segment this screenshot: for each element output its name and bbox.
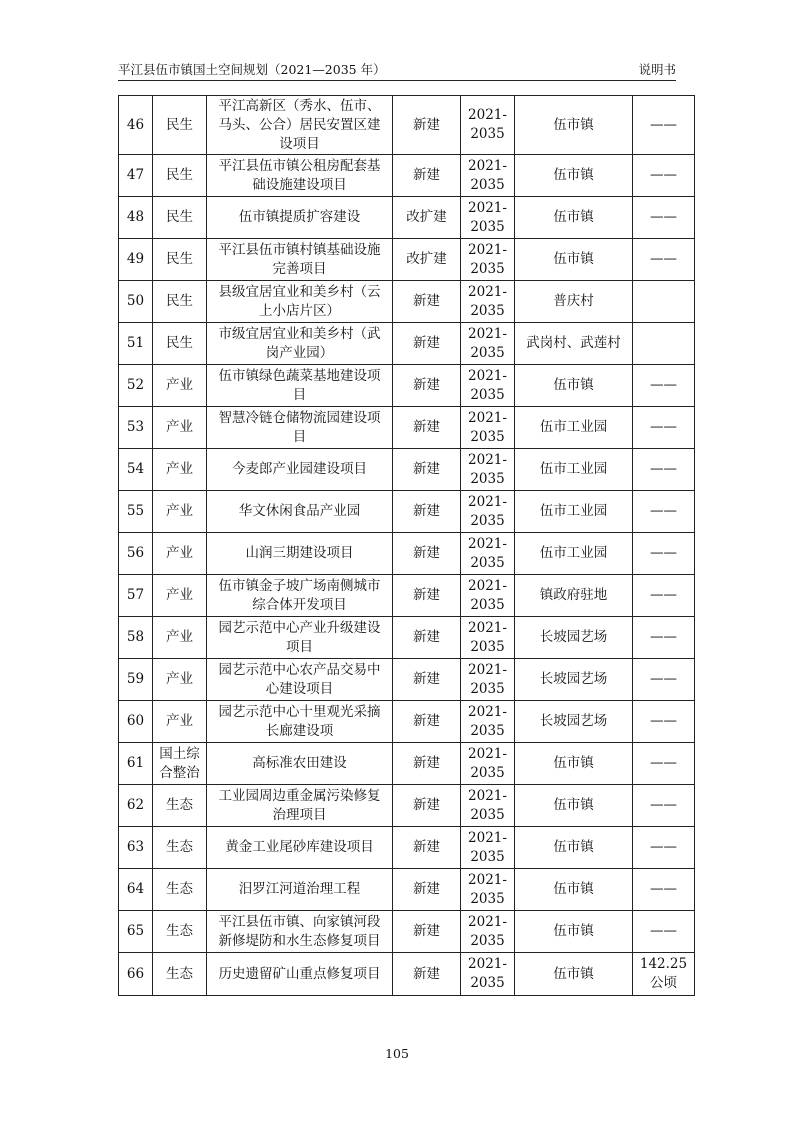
project-name: 黄金工业尾砂库建设项目 [207,827,393,869]
project-name: 县级宜居宜业和美乡村（云上小店片区） [207,281,393,323]
table-row [119,491,695,533]
row-number: 65 [119,911,153,953]
construction-period: 2021-2035 [461,617,515,659]
construction-type: 新建 [393,659,461,701]
project-location: 伍市镇 [515,96,633,155]
construction-type: 新建 [393,281,461,323]
project-scale: —— [633,701,695,743]
project-table [118,95,695,996]
project-scale: —— [633,491,695,533]
table-row [119,155,695,197]
project-location: 普庆村 [515,281,633,323]
construction-period: 2021-2035 [461,911,515,953]
project-category: 民生 [153,197,207,239]
project-category: 民生 [153,281,207,323]
project-location: 伍市镇 [515,869,633,911]
project-scale: —— [633,155,695,197]
row-number: 62 [119,785,153,827]
row-number: 54 [119,449,153,491]
construction-type: 新建 [393,491,461,533]
construction-type: 新建 [393,533,461,575]
row-number: 53 [119,407,153,449]
construction-type: 新建 [393,953,461,996]
construction-period: 2021-2035 [461,155,515,197]
project-scale: —— [633,533,695,575]
project-category: 生态 [153,785,207,827]
project-scale [633,281,695,323]
table-row [119,785,695,827]
project-name: 历史遗留矿山重点修复项目 [207,953,393,996]
construction-period: 2021-2035 [461,827,515,869]
project-category: 产业 [153,701,207,743]
construction-type: 新建 [393,785,461,827]
construction-type: 新建 [393,96,461,155]
project-location: 伍市工业园 [515,407,633,449]
construction-period: 2021-2035 [461,575,515,617]
project-scale: —— [633,827,695,869]
project-category: 民生 [153,155,207,197]
table-row [119,869,695,911]
project-scale: 142.25公顷 [633,953,695,996]
table-row [119,743,695,785]
row-number: 55 [119,491,153,533]
project-location: 伍市镇 [515,155,633,197]
project-category: 产业 [153,491,207,533]
project-category: 产业 [153,659,207,701]
construction-period: 2021-2035 [461,96,515,155]
table-row [119,239,695,281]
construction-type: 新建 [393,365,461,407]
project-location: 伍市镇 [515,197,633,239]
project-name: 智慧冷链仓储物流园建设项目 [207,407,393,449]
project-location: 武岗村、武莲村 [515,323,633,365]
project-location: 伍市工业园 [515,533,633,575]
project-name: 平江县伍市镇、向家镇河段新修堤防和水生态修复项目 [207,911,393,953]
project-scale: —— [633,911,695,953]
project-name: 山润三期建设项目 [207,533,393,575]
project-location: 伍市工业园 [515,491,633,533]
project-category: 生态 [153,953,207,996]
construction-type: 新建 [393,407,461,449]
project-scale [633,323,695,365]
table-row [119,449,695,491]
project-name: 伍市镇金子坡广场南侧城市综合体开发项目 [207,575,393,617]
page-number: 105 [385,1046,409,1061]
project-category: 产业 [153,533,207,575]
project-category: 产业 [153,449,207,491]
table-row [119,96,695,155]
construction-period: 2021-2035 [461,323,515,365]
construction-period: 2021-2035 [461,281,515,323]
construction-type: 新建 [393,449,461,491]
construction-type: 新建 [393,155,461,197]
construction-period: 2021-2035 [461,449,515,491]
construction-type: 新建 [393,827,461,869]
project-table-body [119,96,695,996]
page-header [118,62,676,81]
project-scale: —— [633,785,695,827]
table-row [119,617,695,659]
project-location: 伍市镇 [515,953,633,996]
project-name: 今麦郎产业园建设项目 [207,449,393,491]
project-scale: —— [633,449,695,491]
construction-period: 2021-2035 [461,785,515,827]
construction-period: 2021-2035 [461,659,515,701]
project-scale: —— [633,869,695,911]
construction-period: 2021-2035 [461,491,515,533]
project-name: 工业园周边重金属污染修复治理项目 [207,785,393,827]
project-name: 平江县伍市镇村镇基础设施完善项目 [207,239,393,281]
project-category: 国土综合整治 [153,743,207,785]
project-name: 伍市镇提质扩容建设 [207,197,393,239]
table-row [119,911,695,953]
project-name: 高标准农田建设 [207,743,393,785]
project-category: 生态 [153,869,207,911]
project-location: 长坡园艺场 [515,617,633,659]
table-row [119,407,695,449]
project-category: 民生 [153,323,207,365]
construction-period: 2021-2035 [461,197,515,239]
project-location: 伍市工业园 [515,449,633,491]
construction-period: 2021-2035 [461,953,515,996]
project-location: 伍市镇 [515,365,633,407]
project-category: 民生 [153,239,207,281]
table-row [119,953,695,996]
construction-period: 2021-2035 [461,869,515,911]
project-name: 汨罗江河道治理工程 [207,869,393,911]
project-category: 民生 [153,96,207,155]
project-location: 长坡园艺场 [515,701,633,743]
project-location: 镇政府驻地 [515,575,633,617]
table-row [119,365,695,407]
project-category: 产业 [153,575,207,617]
construction-type: 新建 [393,869,461,911]
row-number: 66 [119,953,153,996]
row-number: 49 [119,239,153,281]
project-scale: —— [633,743,695,785]
construction-period: 2021-2035 [461,701,515,743]
construction-type: 新建 [393,701,461,743]
row-number: 63 [119,827,153,869]
project-category: 生态 [153,911,207,953]
row-number: 48 [119,197,153,239]
project-name: 市级宜居宜业和美乡村（武岗产业园） [207,323,393,365]
project-location: 伍市镇 [515,239,633,281]
construction-type: 改扩建 [393,239,461,281]
construction-period: 2021-2035 [461,407,515,449]
project-category: 产业 [153,365,207,407]
table-row [119,197,695,239]
row-number: 56 [119,533,153,575]
project-name: 园艺示范中心十里观光采摘长廊建设项 [207,701,393,743]
row-number: 51 [119,323,153,365]
row-number: 47 [119,155,153,197]
row-number: 50 [119,281,153,323]
project-scale: —— [633,365,695,407]
project-scale: —— [633,575,695,617]
table-row [119,281,695,323]
document-type: 说明书 [638,62,676,77]
project-name: 园艺示范中心产业升级建设项目 [207,617,393,659]
row-number: 60 [119,701,153,743]
construction-period: 2021-2035 [461,533,515,575]
row-number: 57 [119,575,153,617]
project-name: 园艺示范中心农产品交易中心建设项目 [207,659,393,701]
project-category: 产业 [153,617,207,659]
row-number: 58 [119,617,153,659]
project-location: 伍市镇 [515,827,633,869]
row-number: 46 [119,96,153,155]
construction-type: 新建 [393,575,461,617]
project-location: 长坡园艺场 [515,659,633,701]
project-scale: —— [633,659,695,701]
project-scale: —— [633,617,695,659]
project-category: 生态 [153,827,207,869]
row-number: 64 [119,869,153,911]
project-name: 华文休闲食品产业园 [207,491,393,533]
project-location: 伍市镇 [515,743,633,785]
project-scale: —— [633,197,695,239]
project-location: 伍市镇 [515,911,633,953]
table-row [119,701,695,743]
construction-period: 2021-2035 [461,239,515,281]
table-row [119,575,695,617]
project-scale: —— [633,239,695,281]
construction-type: 新建 [393,743,461,785]
row-number: 61 [119,743,153,785]
row-number: 59 [119,659,153,701]
project-name: 平江高新区（秀水、伍市、马头、公合）居民安置区建设项目 [207,96,393,155]
project-name: 伍市镇绿色蔬菜基地建设项目 [207,365,393,407]
project-name: 平江县伍市镇公租房配套基础设施建设项目 [207,155,393,197]
row-number: 52 [119,365,153,407]
construction-period: 2021-2035 [461,743,515,785]
table-row [119,827,695,869]
construction-type: 新建 [393,617,461,659]
construction-type: 新建 [393,323,461,365]
construction-period: 2021-2035 [461,365,515,407]
project-category: 产业 [153,407,207,449]
project-location: 伍市镇 [515,785,633,827]
table-row [119,323,695,365]
project-scale: —— [633,96,695,155]
table-row [119,533,695,575]
construction-type: 新建 [393,911,461,953]
table-row [119,659,695,701]
project-scale: —— [633,407,695,449]
document-title: 平江县伍市镇国土空间规划（2021—2035 年） [118,62,386,77]
construction-type: 改扩建 [393,197,461,239]
